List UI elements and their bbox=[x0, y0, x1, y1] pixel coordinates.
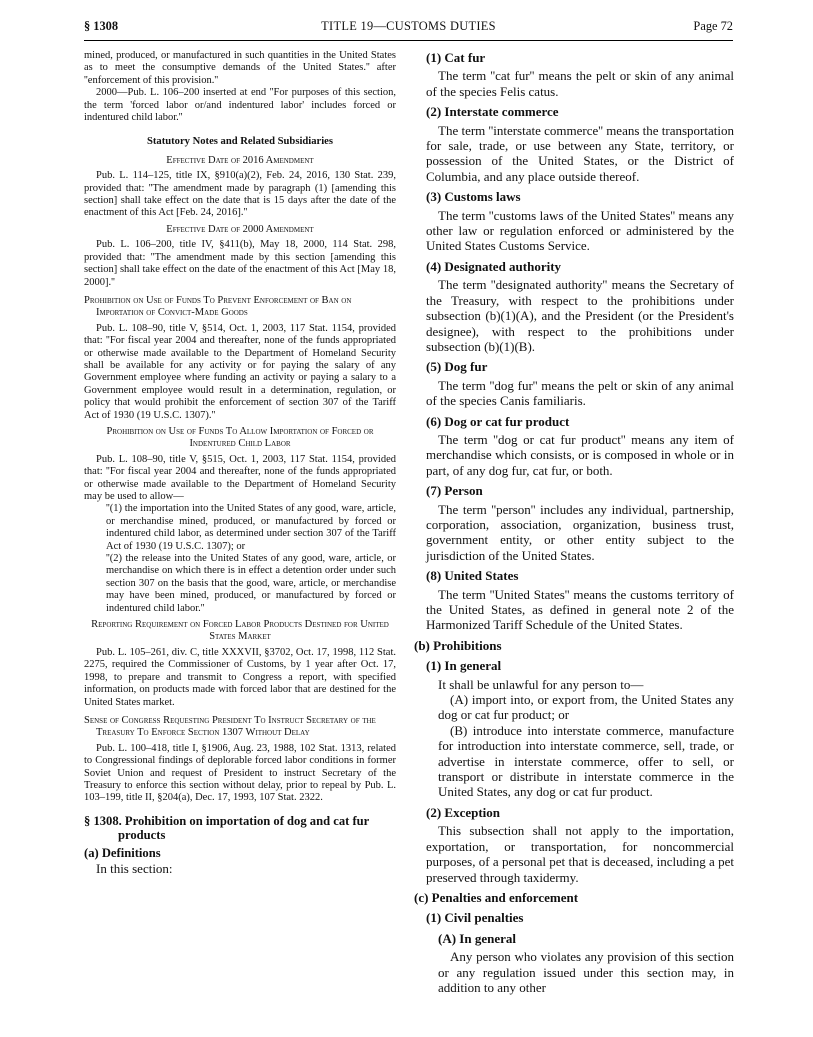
note-heading: Effective Date of 2000 Amendment bbox=[166, 223, 314, 235]
note-paragraph: Pub. L. 106–200, title IV, §411(b), May 18, 2000, 114 Stat. 298, provided that: ''The amendment made by this section [amending this section] shall take effect on the date of the enactment of this Act [May 18, 2000].'' bbox=[84, 239, 396, 288]
note-paragraph: Pub. L. 100–418, title I, §1906, Aug. 23, 1988, 102 Stat. 1313, related to Congressional findings of deplorable forced labor conditions in former Soviet Union and request of President to instruct Secretary of the Treasury to enforce this section without delay, prior to repeal by Pub. L. 103–199, title II, §204(a), Dec. 17, 1993, 107 Stat. 2322. bbox=[84, 742, 396, 804]
header-rule bbox=[84, 40, 733, 41]
left-column bbox=[84, 50, 396, 876]
definition-heading: (2) Interstate commerce bbox=[426, 104, 559, 120]
quoted-item: ''(1) the importation into the United States of any good, ware, article, or merchandise mined, produced, or manufactured by forced or indentured child labor, as determined under section 307 of the Tariff Act of 1930 (19 U.S.C. 1307); or bbox=[106, 503, 396, 552]
running-title: TITLE 19—CUSTOMS DUTIES bbox=[321, 19, 496, 33]
subsection-heading: (b) Prohibitions bbox=[414, 637, 502, 653]
definition-heading: (5) Dog fur bbox=[426, 359, 488, 375]
definition-text: The term ''dog or cat fur product'' means any item of merchandise which consists, or is composed in whole or in part, of any dog fur, cat fur, or both. bbox=[426, 431, 734, 478]
definition-heading: (4) Designated authority bbox=[426, 258, 562, 274]
paragraph-heading: (1) Civil penalties bbox=[426, 910, 524, 926]
amendment-note-2000: 2000—Pub. L. 106–200 inserted at end ''For purposes of this section, the term 'forced labor or/and indentured labor' includes forced or indentured child labor.'' bbox=[84, 87, 396, 124]
definition-heading: (7) Person bbox=[426, 483, 483, 499]
page-header bbox=[84, 19, 733, 37]
definition-heading: (6) Dog or cat fur product bbox=[426, 413, 570, 429]
note-paragraph: Pub. L. 108–90, title V, §514, Oct. 1, 2003, 117 Stat. 1154, provided that: ''For fiscal year 2004 and thereafter, none of the funds appropriated or otherwise made available to the Department of Homeland Security shall be available for any activity or for paying the salary of any Government employee where funding an activity or paying a salary to a Government employee would result in a determination, regulation, or policy that would prohibit the enforcement of section 307 of the Tariff Act of 1930 (19 U.S.C. 1307).'' bbox=[84, 322, 396, 421]
paragraph-heading: (2) Exception bbox=[426, 804, 501, 820]
paragraph: It shall be unlawful for any person to— bbox=[438, 676, 644, 692]
subsection-heading: (a) Definitions bbox=[84, 845, 161, 860]
note-paragraph: Pub. L. 108–90, title V, §515, Oct. 1, 2003, 117 Stat. 1154, provided that: ''For fiscal year 2004 and thereafter, none of the funds appropriated or otherwise made available to the Department of Homeland Security may be used to allow— bbox=[84, 453, 396, 502]
definition-heading: (1) Cat fur bbox=[426, 50, 486, 65]
section-title: § 1308. Prohibition on importation of dog and cat fur products bbox=[84, 813, 370, 842]
note-heading: Effective Date of 2016 Amendment bbox=[166, 154, 314, 166]
definition-text: The term ''dog fur'' means the pelt or skin of any animal of the species Canis familiaris. bbox=[426, 377, 734, 409]
right-column bbox=[414, 50, 734, 995]
definition-text: The term ''United States'' means the customs territory of the United States, as defined in general note 2 of the Harmonized Tariff Schedule of the United States. bbox=[426, 586, 734, 633]
subparagraph: Any person who violates any provision of this section or any regulation issued under this section may, in addition to any other bbox=[438, 949, 734, 995]
section-number: § 1308 bbox=[84, 19, 119, 33]
paragraph: In this section: bbox=[96, 861, 173, 877]
note-paragraph: Pub. L. 114–125, title IX, §910(a)(2), Feb. 24, 2016, 130 Stat. 239, provided that: ''The amendment made by paragraph (1) [amending this section] shall take effect on the date that is 15 days after the date of the enactment of this Act [Feb. 24, 2016].'' bbox=[84, 170, 396, 219]
subparagraph: (B) introduce into interstate commerce, manufacture for introduction into interstate commerce, sell, trade, or advertise in interstate commerce, offer to sell, or transport or distribute in interstate commerce in the United States, any dog or cat fur product. bbox=[438, 722, 734, 800]
note-heading: Sense of Congress Requesting President To Instruct Secretary of the Treasury To Enforce Section 1307 Without Delay bbox=[84, 714, 376, 739]
definition-text: The term ''interstate commerce'' means the transportation for sale, trade, or use between any State, territory, or possession of the United States, or the District of Columbia, and any place outside thereof. bbox=[426, 122, 734, 184]
quoted-item: ''(2) the release into the United States of any good, ware, article, or merchandise on which there is in effect a detention order under such section 307 on the basis that the good, ware, article, or merchandise may have been mined, produced, or manufactured by forced or indentured child labor.'' bbox=[106, 553, 396, 614]
subsection-heading: (c) Penalties and enforcement bbox=[414, 889, 579, 905]
note-paragraph: Pub. L. 105–261, div. C, title XXXVII, §3702, Oct. 17, 1998, 112 Stat. 2275, required the Commissioner of Customs, by 1 year after Oct. 17, 1998, to prepare and transmit to Congress a report, with specified information, on products made with forced labor that are destined for the United States market. bbox=[84, 646, 396, 708]
definition-heading: (8) United States bbox=[426, 568, 519, 584]
note-heading: Prohibition on Use of Funds To Prevent Enforcement of Ban on Importation of Convict-Made Goods bbox=[84, 294, 352, 319]
notes-heading: Statutory Notes and Related Subsidiaries bbox=[147, 136, 333, 148]
paragraph: This subsection shall not apply to the importation, exportation, or transportation, for noncommercial purposes, of a personal pet that is deceased, including a pet preserved through taxidermy. bbox=[426, 823, 734, 885]
definition-text: The term ''designated authority'' means the Secretary of the Treasury, with respect to the prohibitions under subsection (b)(1)(A), and the President (or the President's designee), with respect to the prohibitions under subsection (b)(1)(B). bbox=[426, 277, 734, 354]
note-heading: Prohibition on Use of Funds To Allow Importation of Forced or Indentured Child Labor bbox=[106, 425, 374, 450]
definition-text: The term ''customs laws of the United States'' means any other law or regulation enforced or administered by the United States Customs Service. bbox=[426, 207, 734, 254]
definition-heading: (3) Customs laws bbox=[426, 189, 521, 205]
note-heading: Reporting Requirement on Forced Labor Products Destined for United States Market bbox=[91, 619, 389, 643]
paragraph: mined, produced, or manufactured in such quantities in the United States as to meet the consumptive demands of the United States.'' after ''enforcement of this provision.'' bbox=[84, 50, 396, 86]
page-number: Page 72 bbox=[693, 19, 733, 33]
subparagraph: (A) import into, or export from, the United States any dog or cat fur product; or bbox=[438, 692, 734, 723]
definition-text: The term ''cat fur'' means the pelt or skin of any animal of the species Felis catus. bbox=[426, 68, 734, 99]
subparagraph-heading: (A) In general bbox=[438, 930, 516, 946]
definition-text: The term ''person'' includes any individual, partnership, corporation, association, organization, business trust, government entity, or other entity subject to the jurisdiction of the United States. bbox=[426, 501, 734, 563]
paragraph-heading: (1) In general bbox=[426, 658, 502, 674]
